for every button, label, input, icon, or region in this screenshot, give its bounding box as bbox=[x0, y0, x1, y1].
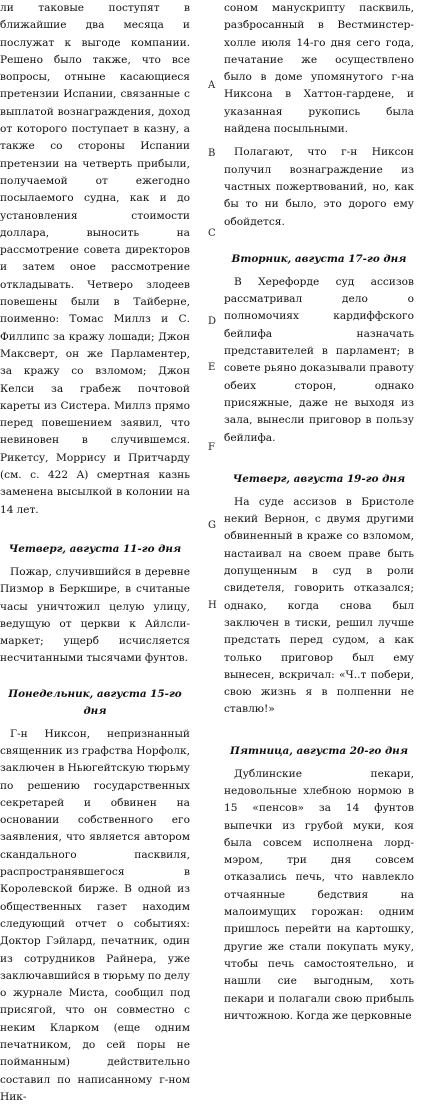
right-paragraph-4: На суде ассизов в Бристоле некий Вернон, с двумя другими обвиненный в краже со взломом, настаивал на своем праве быть допущенным в суд в роли свидетеля, говорить отказался; однако, когда снова был заключен в тиски, решил лучше предстать перед судом, а как только приговор был ему вынесен, вскричал: «Ч..т побери, свою жизнь я в полпенни не ставлю!» bbox=[224, 495, 414, 716]
right-paragraph-1: соном манускрипту пасквиль, разбросанный в Вестминстер-холле июля 14-го дня сего года, печатание же осуществлено было в доме упомянутого г-на Никсона в Хаттон-гардене, и указанная рукопись была найдена посыльными. bbox=[224, 2, 414, 136]
left-heading-aug-15: Понедельник, августа 15-го дня bbox=[8, 687, 182, 717]
margin-marker-f: F bbox=[208, 442, 215, 453]
left-paragraph-3: Г-н Никсон, непризнанный священник из графства Норфолк, заключен в Ньюгейтскую тюрьму по решению государственных секретарей и обвинен на основании собственного его заявления, что является автором скандального пасквиля, распространявшегося в Королевской бирже. В одной из общественных газет находим следующий отчет о событиях: Доктор Гэйлард, печатник, один из сотрудников Райнера, уже заключавшийся в тюрьму по делу о журнале Миста, сообщил под присягой, что он совместно с неким Кларком (еще одним печатником, до сей поры не пойманным) действительно составил по написанному г-ном Ник- bbox=[0, 727, 190, 1103]
right-heading-aug-17: Вторник, августа 17-го дня bbox=[231, 252, 407, 265]
left-heading-aug-11: Четверг, августа 11-го дня bbox=[8, 542, 182, 555]
right-heading-aug-19: Четверг, августа 19-го дня bbox=[232, 472, 406, 485]
left-paragraph-1: ли таковые поступят в ближайшие два месяца и послужат к выгоде компании. Решено было также, что все вопросы, отныне касающиеся претензии Испании, связанные с выплатой вознаграждения, доход от которого поступает в казну, а также со стороны Испании претензии на четверть прибыли, получаемой от ежегодно посылаемого судна, как и до установления стоимости доллара, выносить на рассмотрение совета директоров и затем оное рассмотрение откладывать. Четверо злодеев повешены были в Тайберне, поименно: Томас Миллз и С. Филлипс за кражу лошади; Джон Максверт, он же Парламентер, за кражу со взломом; Джон Келси за грабеж почтовой кареты из Систера. Миллз прямо перед повешением заявил, что невиновен в случившемся. Рикетсу, Моррису и Притчарду (см. с. 422 A) смертная казнь заменена высылкой в колонии на 14 лет. bbox=[0, 2, 190, 516]
right-paragraph-5: Дублинские пекари, недовольные хлебною нормою в 15 «пенсов» за 14 фунтов выпечки из грубой муки, коя была совсем исполнена лорд-мэром, три дня совсем отказались печь, что навлекло отчаянные бедствия на малоимущих горожан: одним пришлось перейти на картошку, другие же стали покупать муку, чтобы печь самостоятельно, и нашли сие выгодным, хоть пекари и полагали свою прибыль ничтожною. Когда же церковные bbox=[224, 767, 414, 1022]
margin-marker-d: D bbox=[208, 316, 217, 327]
margin-marker-b: B bbox=[208, 148, 216, 159]
right-heading-aug-20: Пятница, августа 20-го дня bbox=[229, 744, 409, 757]
margin-marker-g: G bbox=[208, 520, 216, 531]
margin-marker-e: E bbox=[208, 362, 216, 373]
right-column bbox=[224, 0, 414, 1025]
right-paragraph-3: В Херефорде суд ассизов рассматривал дело о полномочиях кардиффского бейлифа назначать представителей в парламент; в совете рьяно доказывали правоту обеих сторон, однако присяжные, даже не выходя из зала, вынесли приговор в пользу бейлифа. bbox=[224, 275, 414, 444]
margin-marker-a: A bbox=[208, 80, 216, 91]
right-paragraph-2: Полагают, что г-н Никсон получил вознаграждение из частных пожертвований, но, как бы то ни было, это дорого ему обойдется. bbox=[224, 146, 414, 228]
left-paragraph-2: Пожар, случившийся в деревне Пизмор в Беркшире, в считаные часы уничтожил целую улицу, ведущую от церкви к Айлсли-маркет; ущерб исчисляется несчитанными тысячами фунтов. bbox=[0, 565, 190, 665]
left-column bbox=[0, 0, 190, 1106]
margin-marker-h: H bbox=[208, 600, 217, 611]
margin-marker-c: C bbox=[208, 228, 216, 239]
